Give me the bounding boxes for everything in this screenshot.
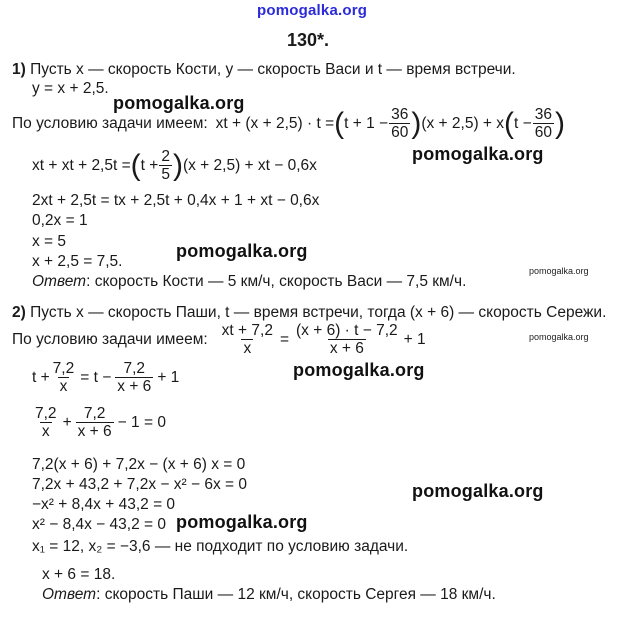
part1-cond-b: (x + 2,5) + x [421,114,505,132]
part2-line9: x + 6 = 18. [42,566,116,583]
fraction-f1 [220,322,275,357]
watermark-1: pomogalka.org [113,93,245,113]
paren-open: ( [334,106,345,140]
fraction-36-60 [389,106,410,141]
part1-cond-label: По условию задачи имеем: [12,114,208,132]
answer-label: Ответ [42,586,97,603]
part1-number: 1) [12,61,26,78]
part1-y-equation: y = x + 2,5. [32,80,109,97]
frac-num: xt + 7,2 [221,322,273,339]
frac-den: x + 6 [329,340,364,357]
watermark-2: pomogalka.org [412,144,544,164]
watermark-4: pomogalka.org [293,360,425,380]
frac-num: 7,2 [35,405,57,422]
frac-den: 5 [161,166,170,183]
part1-line4: 2xt + 2,5t = tx + 2,5t + 0,4x + 1 + xt − 0,6x [32,192,320,209]
line3-rhs: (x + 2,5) + xt − 0,6x [182,156,317,174]
watermark-small-2: pomogalka.org [529,332,589,342]
fraction-2-5 [159,148,172,183]
l2-end: + 1 [157,368,180,386]
watermark-3: pomogalka.org [176,241,308,261]
fraction-36-60-b [533,106,554,141]
part1-cond-lhs: xt + (x + 2,5) · t = [215,114,335,132]
fraction-f2 [294,322,400,357]
frac-den: x + 6 [77,423,112,440]
part2-line8: x₁ = 12, x₂ = −3,6 — не подходит по условию задачи. [32,538,409,555]
part1-cond-c: t − [514,114,532,132]
part1-line7: x + 2,5 = 7,5. [32,253,123,270]
frac-den: x [243,340,252,357]
part1-condition-line [12,106,565,141]
line3-lhs: xt + xt + 2,5t = [32,156,131,174]
part2-condition-line [12,322,426,357]
part2-intro-line [12,304,606,322]
eq-sign: = [279,330,290,348]
part2-line2 [32,360,179,395]
part2-intro: Пусть x — скорость Паши, t — время встречи, тогда (x + 6) — скорость Сережи. [30,304,607,321]
frac-num: (x + 6) · t − 7,2 [296,322,398,339]
frac-num: 36 [391,106,409,123]
answer-text: : скорость Паши — 12 км/ч, скорость Сергея — 18 км/ч. [96,586,496,603]
paren-open-3: ( [130,148,141,182]
fraction-72-x6 [115,360,153,395]
plus-one: + 1 [403,330,426,348]
watermark-small-1: pomogalka.org [529,266,589,276]
frac-den: 60 [534,124,552,141]
frac-num: 7,2 [83,405,106,422]
watermark-top: pomogalka.org [257,2,368,19]
answer-label: Ответ [32,273,87,290]
watermark-5: pomogalka.org [412,481,544,501]
part1-answer [32,273,466,291]
paren-close: ) [411,106,422,140]
part2-cond-label: По условию задачи имеем: [12,330,208,348]
answer-text: : скорость Кости — 5 км/ч, скорость Васи — 7,5 км/ч. [86,273,467,290]
part1-intro-line [12,61,516,79]
part1-line3 [32,148,317,183]
part1-line5: 0,2x = 1 [32,212,88,229]
line3-t: t + [140,156,159,174]
frac-den: x [41,423,50,440]
part1-cond-a: t + 1 − [344,114,389,132]
frac-num: 7,2 [123,360,146,377]
part2-line3 [32,405,166,440]
part1-intro: Пусть x — скорость Кости, y — скорость Васи и t — время встречи. [30,61,516,78]
problem-title: 130*. [287,30,330,50]
paren-close-2: ) [554,106,565,140]
frac-num: 36 [534,106,552,123]
fraction-72-x6-b [76,405,114,440]
frac-den: x + 6 [117,378,152,395]
frac-num: 2 [161,148,170,165]
part2-line4: 7,2(x + 6) + 7,2x − (x + 6) x = 0 [32,456,246,473]
paren-close-3: ) [172,148,183,182]
part2-line5: 7,2x + 43,2 + 7,2x − x² − 6x = 0 [32,476,247,493]
l3-plus: + [62,413,72,431]
l3-end: − 1 = 0 [117,413,166,431]
watermark-6: pomogalka.org [176,512,308,532]
part2-line6: −x² + 8,4x + 43,2 = 0 [32,496,176,513]
l2-mid: = t − [80,368,112,386]
frac-num: 7,2 [52,360,75,377]
fraction-72-x [51,360,77,395]
part2-line7: x² − 8,4x − 43,2 = 0 [32,516,166,533]
frac-den: x [59,378,68,395]
l2-t: t + [32,368,50,386]
fraction-72-x-b [33,405,59,440]
frac-den: 60 [391,124,409,141]
paren-open-2: ( [504,106,515,140]
part2-answer [42,586,496,604]
part2-number: 2) [12,304,26,321]
part1-line6: x = 5 [32,233,67,250]
